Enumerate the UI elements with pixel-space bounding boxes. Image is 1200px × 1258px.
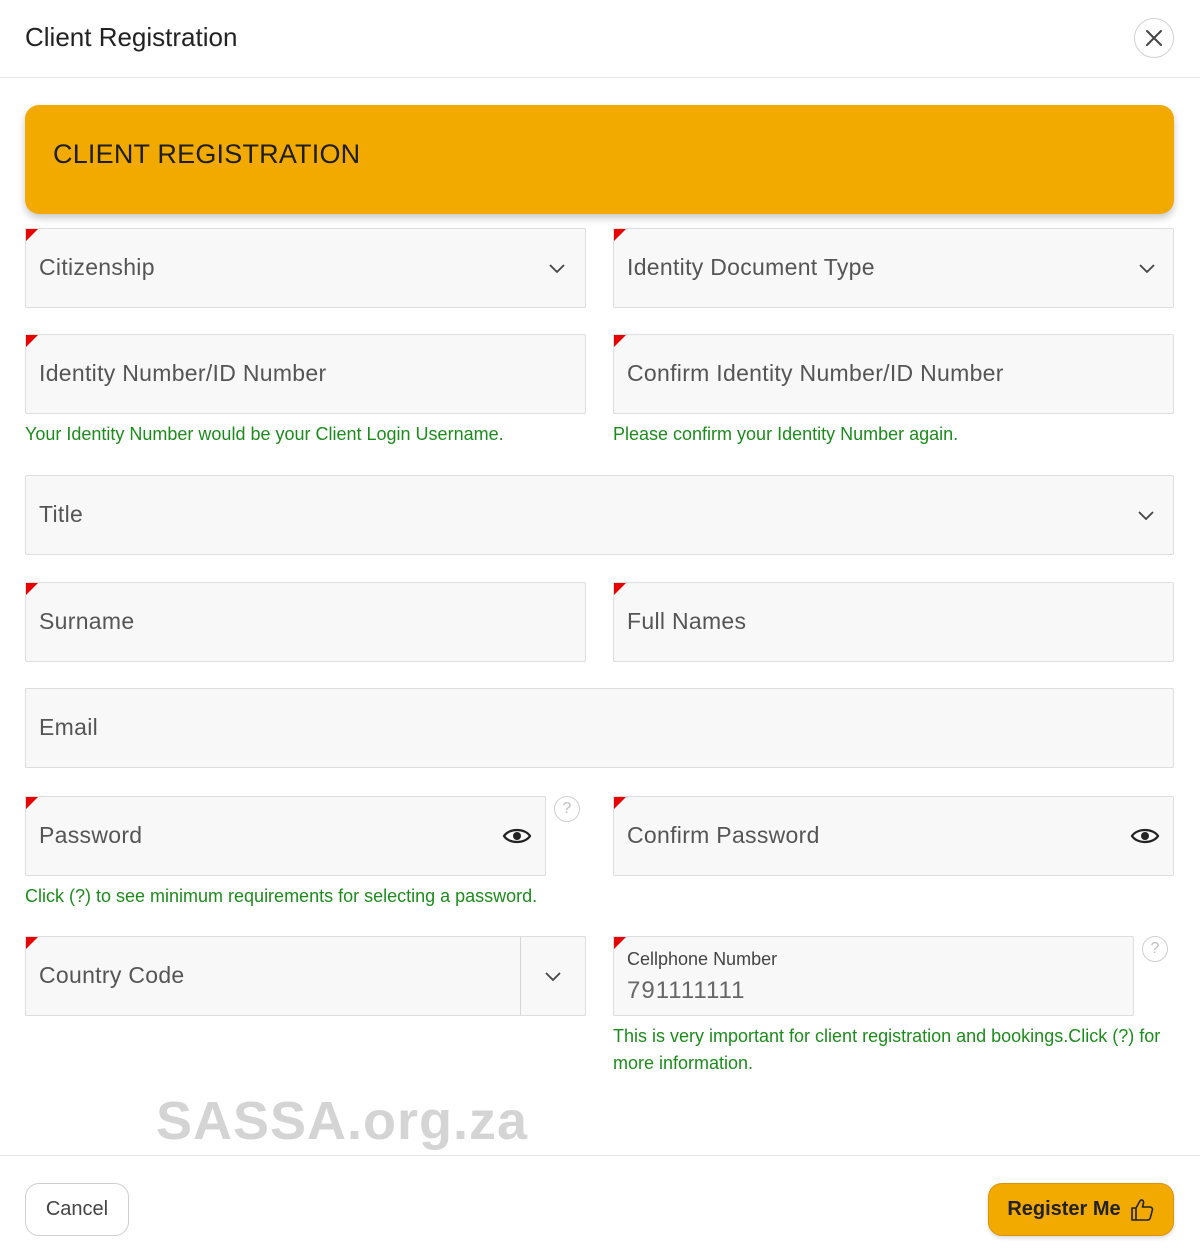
- password-placeholder: Password: [39, 822, 143, 848]
- email-placeholder: Email: [39, 714, 99, 740]
- confirm-password-input[interactable]: [613, 796, 1174, 876]
- required-marker: [26, 229, 38, 241]
- surname-placeholder: Surname: [39, 608, 135, 634]
- chevron-down-icon: [548, 259, 566, 277]
- citizenship-select[interactable]: [25, 228, 586, 308]
- cellphone-helper: This is very important for client registration and bookings.Click (?) for more information.: [613, 1026, 1161, 1073]
- country-code-divider: [520, 937, 521, 1015]
- registration-banner: [25, 105, 1174, 214]
- thumbs-up-icon: [1129, 1197, 1155, 1223]
- banner-title: CLIENT REGISTRATION: [53, 139, 361, 169]
- cellphone-help-icon[interactable]: ?: [1142, 936, 1168, 962]
- required-marker: [614, 335, 626, 347]
- required-marker: [614, 229, 626, 241]
- required-marker: [26, 335, 38, 347]
- cellphone-label: Cellphone Number: [627, 949, 778, 969]
- modal-title: Client Registration: [25, 22, 238, 52]
- password-helper: Click (?) to see minimum requirements for selecting a password.: [25, 886, 538, 906]
- password-input[interactable]: [25, 796, 546, 876]
- required-marker: [614, 797, 626, 809]
- required-marker: [614, 583, 626, 595]
- required-marker: [26, 797, 38, 809]
- required-marker: [26, 583, 38, 595]
- close-icon: [1144, 28, 1164, 48]
- id-number-input[interactable]: [25, 334, 586, 414]
- email-input[interactable]: [25, 688, 1174, 768]
- watermark-text: SASSA.org.za: [156, 1091, 529, 1151]
- modal-header: [0, 0, 1200, 78]
- surname-input[interactable]: [25, 582, 586, 662]
- title-placeholder: Title: [39, 501, 84, 527]
- full-names-placeholder: Full Names: [627, 608, 747, 634]
- password-help-icon[interactable]: ?: [554, 796, 580, 822]
- chevron-down-icon[interactable]: [544, 967, 562, 985]
- confirm-id-number-placeholder: Confirm Identity Number/ID Number: [627, 360, 1004, 386]
- modal-footer: [0, 1155, 1200, 1258]
- id-number-helper: Your Identity Number would be your Client Login Username.: [25, 424, 504, 444]
- register-button-label: Register Me: [1007, 1198, 1121, 1220]
- eye-icon[interactable]: [502, 823, 532, 849]
- required-marker: [26, 937, 38, 949]
- eye-icon[interactable]: [1130, 823, 1160, 849]
- cancel-button[interactable]: Cancel: [25, 1183, 129, 1236]
- full-names-input[interactable]: [613, 582, 1174, 662]
- country-code-placeholder: Country Code: [39, 962, 185, 988]
- chevron-down-icon: [1137, 506, 1155, 524]
- country-code-select[interactable]: [25, 936, 586, 1016]
- title-select[interactable]: [25, 475, 1174, 555]
- close-button[interactable]: [1134, 18, 1174, 58]
- chevron-down-icon: [1138, 259, 1156, 277]
- register-button[interactable]: [988, 1183, 1174, 1236]
- id-doc-type-select[interactable]: [613, 228, 1174, 308]
- citizenship-placeholder: Citizenship: [39, 254, 155, 280]
- cellphone-value: 791111111: [627, 977, 746, 1004]
- id-number-placeholder: Identity Number/ID Number: [39, 360, 327, 386]
- confirm-password-placeholder: Confirm Password: [627, 822, 820, 848]
- confirm-id-number-helper: Please confirm your Identity Number again.: [613, 424, 959, 444]
- cellphone-input[interactable]: [613, 936, 1134, 1016]
- confirm-id-number-input[interactable]: [613, 334, 1174, 414]
- required-marker: [614, 937, 626, 949]
- id-doc-type-placeholder: Identity Document Type: [627, 254, 875, 280]
